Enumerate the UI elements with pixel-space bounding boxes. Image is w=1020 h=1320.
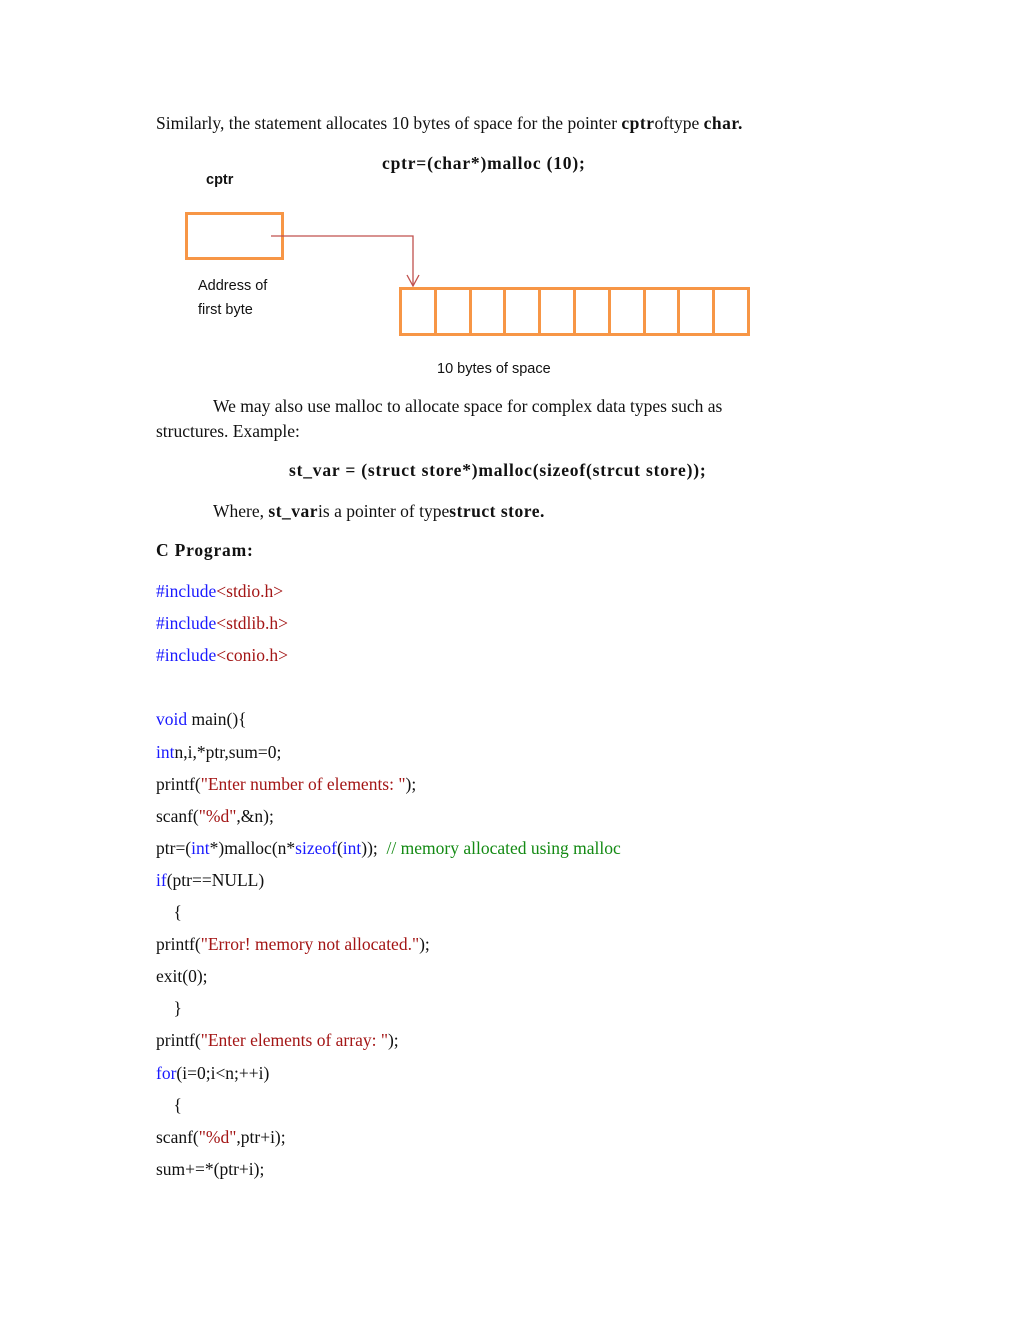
code-token: scanf(: [156, 805, 199, 826]
code-line: [156, 613, 288, 634]
code-token: #include: [156, 581, 217, 601]
code-line: [156, 742, 281, 763]
code-token: }: [156, 998, 182, 1019]
code-token: sizeof: [295, 837, 337, 858]
code-token: <stdlib.h>: [216, 613, 289, 634]
code-token: #include: [156, 613, 217, 634]
code-token: "%d": [198, 1126, 237, 1147]
pointer-label: cptr: [206, 172, 234, 188]
code-line: [156, 645, 288, 666]
code-token: {: [156, 902, 182, 922]
code-token: {: [156, 1094, 182, 1115]
where-bold-type: struct store.: [449, 501, 545, 521]
code-token: *)malloc(n*: [209, 837, 296, 858]
code-token: "Enter number of elements: ": [200, 773, 406, 794]
code-token: sum+=*(ptr+i);: [156, 1158, 265, 1179]
code-token: "Error! memory not allocated.": [200, 934, 420, 955]
code-token: "Enter elements of array: ": [200, 1030, 388, 1051]
malloc-statement: cptr=(char*)malloc (10);: [382, 153, 586, 173]
pointer-arrow: [0, 0, 1020, 400]
code-token: ptr=(: [156, 837, 192, 858]
code-token: if: [156, 869, 167, 890]
code-token: <stdio.h>: [216, 581, 284, 601]
byte-cell: [434, 287, 472, 336]
code-line: [156, 1030, 399, 1051]
code-token: main(){: [187, 709, 247, 730]
code-line: [156, 1159, 264, 1180]
code-token: n,i,*ptr,sum=0;: [174, 741, 282, 762]
code-token: (ptr==NULL): [166, 869, 265, 890]
byte-cell: [677, 287, 715, 336]
code-line: [156, 709, 247, 730]
code-token: ,ptr+i);: [236, 1126, 286, 1147]
code-token: "%d": [198, 805, 237, 826]
code-token: #include: [156, 645, 217, 666]
where-text: Where,: [213, 501, 269, 521]
code-line: [156, 774, 416, 795]
section-heading: C Program:: [156, 540, 254, 560]
byte-cell: [712, 287, 750, 336]
code-line: [156, 870, 264, 891]
byte-cell: [643, 287, 681, 336]
code-token: ,&n);: [236, 805, 274, 826]
byte-cell: [469, 287, 507, 336]
code-token: (: [336, 837, 343, 858]
code-token: (i=0;i<n;++i): [176, 1062, 270, 1083]
code-token: int: [191, 837, 210, 858]
intro-bold-cptr: cptr: [621, 113, 655, 133]
code-token: // memory allocated using malloc: [386, 837, 621, 858]
address-label-2: first byte: [198, 302, 253, 318]
code-token: printf(: [156, 934, 201, 955]
code-token: <conio.h>: [216, 645, 289, 666]
byte-cell: [573, 287, 611, 336]
code-token: );: [387, 1030, 399, 1051]
struct-statement: st_var = (struct store*)malloc(sizeof(strcut store));: [289, 460, 707, 480]
code-line: [156, 1063, 269, 1084]
code-token: );: [419, 934, 430, 955]
code-line: [156, 581, 283, 602]
address-label-1: Address of: [198, 278, 268, 294]
code-line: [156, 1127, 286, 1148]
code-token: int: [342, 837, 362, 858]
paragraph-line-1: We may also use malloc to allocate space for complex data types such as: [213, 396, 723, 416]
code-token: void: [156, 709, 188, 730]
code-line: [156, 1095, 182, 1116]
code-token: scanf(: [156, 1126, 199, 1147]
intro-text-2: oftype: [654, 113, 704, 133]
intro-bold-char: char.: [703, 113, 743, 133]
code-line: [156, 934, 430, 955]
byte-array: [399, 287, 747, 336]
byte-cell: [608, 287, 646, 336]
code-token: printf(: [156, 773, 201, 794]
code-token: ));: [361, 837, 387, 858]
code-token: printf(: [156, 1030, 201, 1051]
code-line: [156, 966, 208, 987]
byte-cell: [399, 287, 437, 336]
where-text-2: is a pointer of type: [318, 501, 450, 521]
code-token: int: [156, 741, 175, 762]
byte-cell: [538, 287, 576, 336]
code-token: for: [156, 1062, 177, 1083]
code-token: );: [405, 773, 417, 794]
code-line: [156, 998, 182, 1019]
where-paragraph: [213, 501, 545, 522]
code-token: exit(0);: [156, 966, 208, 987]
space-label: 10 bytes of space: [437, 361, 551, 377]
intro-text: Similarly, the statement allocates 10 bytes of space for the pointer: [156, 113, 622, 133]
paragraph-line-2: structures. Example:: [156, 421, 300, 441]
where-bold-var: st_var: [268, 501, 319, 521]
code-line: [156, 806, 274, 827]
code-line: [156, 838, 621, 859]
code-line: [156, 902, 182, 923]
byte-cell: [503, 287, 541, 336]
